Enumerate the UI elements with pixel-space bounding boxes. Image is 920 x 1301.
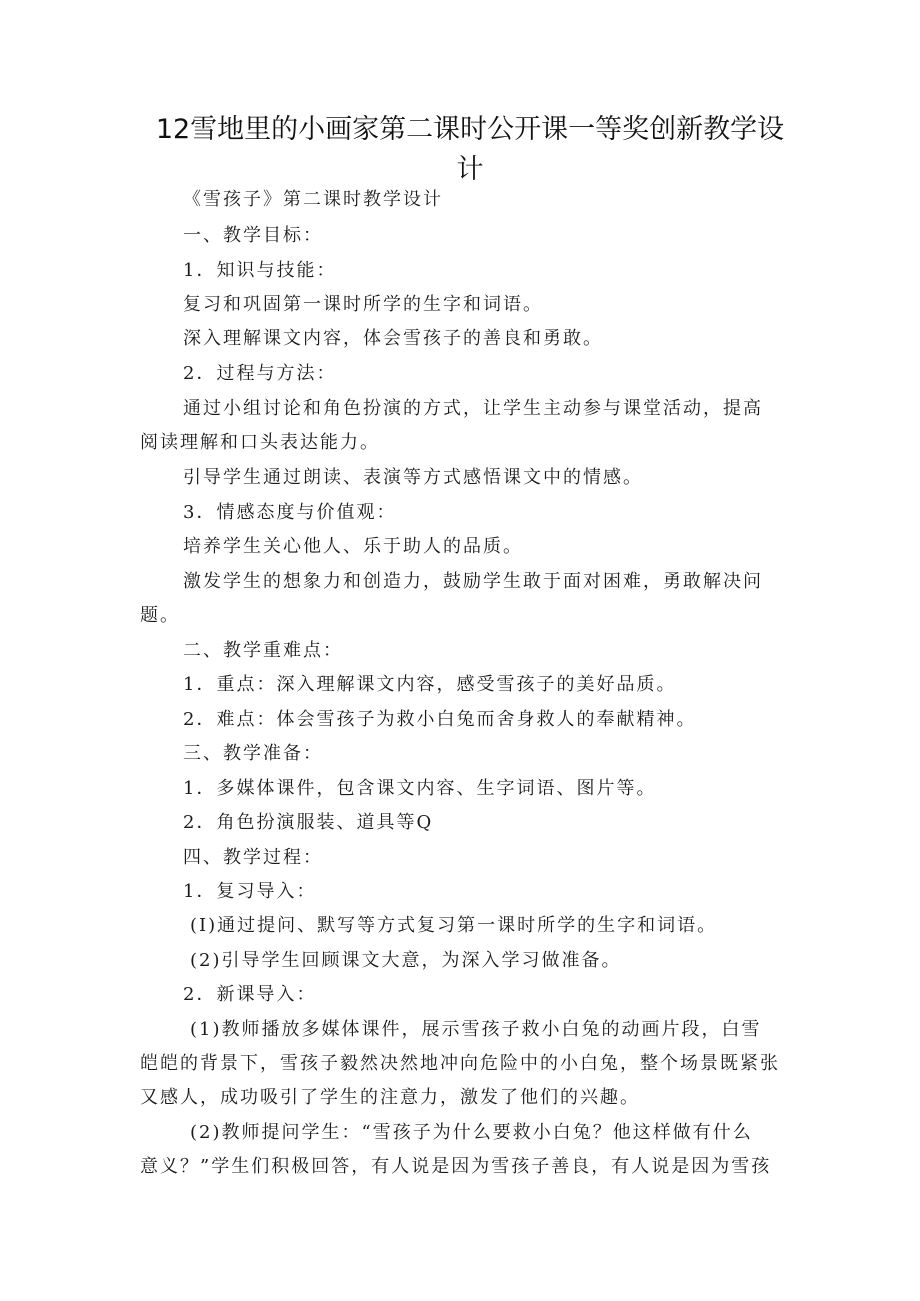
- list-item: 2．角色扮演服装、道具等Q: [183, 812, 434, 833]
- subtitle: 《雪孩子》第二课时教学设计: [183, 189, 443, 210]
- document-title-line-2: 计: [456, 154, 484, 185]
- section-heading: 一、教学目标：: [183, 225, 323, 246]
- paragraph-line: 阅读理解和口头表达能力。: [140, 432, 380, 453]
- paragraph-line: 培养学生关心他人、乐于助人的品质。: [183, 536, 523, 557]
- list-item: (I)通过提问、默写等方式复习第一课时所学的生字和词语。: [190, 915, 718, 936]
- paragraph-line: 通过小组讨论和角色扮演的方式，让学生主动参与课堂活动，提高: [183, 398, 763, 419]
- paragraph-line: 深入理解课文内容，体会雪孩子的善良和勇敢。: [183, 328, 603, 349]
- section-heading: 四、教学过程：: [183, 847, 323, 868]
- section-heading: 三、教学准备：: [183, 743, 323, 764]
- paragraph-line: 意义？”学生们积极回答，有人说是因为雪孩子善良，有人说是因为雪孩: [140, 1156, 772, 1177]
- list-item: (2)引导学生回顾课文大意，为深入学习做准备。: [190, 950, 622, 971]
- paragraph-line: 皑皑的背景下，雪孩子毅然决然地冲向危险中的小白兔，整个场景既紧张: [140, 1053, 780, 1074]
- document-title-line-1: 12雪地里的小画家第二课时公开课一等奖创新教学设: [155, 114, 785, 145]
- paragraph-line: (1)教师播放多媒体课件，展示雪孩子救小白兔的动画片段，白雪: [190, 1019, 762, 1040]
- subsection-heading: 2．新课导入：: [183, 984, 317, 1005]
- paragraph-line: 激发学生的想象力和创造力，鼓励学生敢于面对困难，勇敢解决问: [183, 571, 763, 592]
- document-title: [150, 110, 790, 190]
- subsection-heading: 3．情感态度与价值观：: [183, 502, 397, 523]
- list-item: 1．多媒体课件，包含课文内容、生字词语、图片等。: [183, 778, 657, 799]
- paragraph-line: 复习和巩固第一课时所学的生字和词语。: [183, 294, 543, 315]
- paragraph-line: 题。: [140, 605, 180, 626]
- paragraph-line: 又感人，成功吸引了学生的注意力，激发了他们的兴趣。: [140, 1087, 640, 1108]
- paragraph-line: (2)教师提问学生：“雪孩子为什么要救小白兔？他这样做有什么: [190, 1122, 753, 1143]
- subsection-heading: 1．复习导入：: [183, 881, 317, 902]
- paragraph-line: 引导学生通过朗读、表演等方式感悟课文中的情感。: [183, 467, 643, 488]
- list-item: 1．重点：深入理解课文内容，感受雪孩子的美好品质。: [183, 674, 677, 695]
- subsection-heading: 2．过程与方法：: [183, 363, 337, 384]
- section-heading: 二、教学重难点：: [183, 640, 343, 661]
- list-item: 2．难点：体会雪孩子为救小白兔而舍身救人的奉献精神。: [183, 709, 697, 730]
- subsection-heading: 1．知识与技能：: [183, 260, 337, 281]
